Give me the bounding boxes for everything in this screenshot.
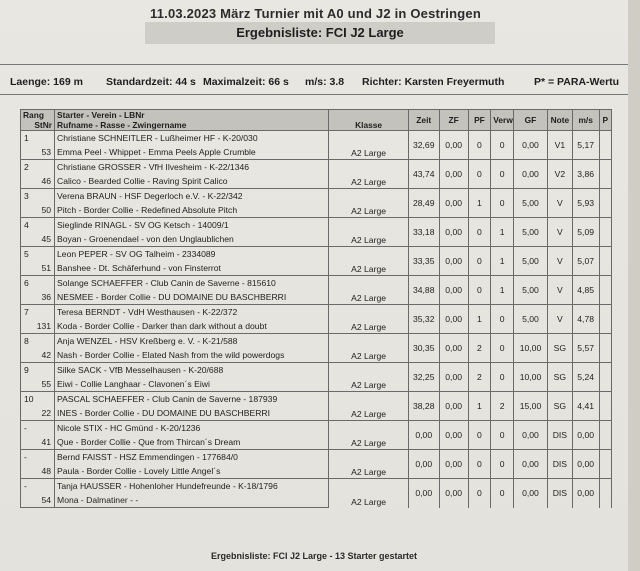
col-starter <box>55 110 329 131</box>
speed-cell: 5,07 <box>572 247 599 276</box>
grade-cell: V <box>548 305 573 334</box>
para-cell <box>599 363 611 392</box>
time-faults-cell: 0,00 <box>439 189 468 218</box>
course-faults-cell: 0 <box>468 247 491 276</box>
para-cell <box>599 334 611 363</box>
time-faults-cell: 0,00 <box>439 450 468 479</box>
speed-cell: 4,85 <box>572 276 599 305</box>
time-cell: 34,88 <box>408 276 439 305</box>
class-cell: A2 Large <box>329 363 408 392</box>
time-cell: 35,32 <box>408 305 439 334</box>
para-cell <box>599 247 611 276</box>
dog-cell: Koda - Border Collie - Darker than dark without a doubt <box>55 319 329 334</box>
refusals-cell: 0 <box>491 363 514 392</box>
time-cell: 0,00 <box>408 421 439 450</box>
total-faults-cell: 10,00 <box>513 334 547 363</box>
total-faults-cell: 15,00 <box>513 392 547 421</box>
col-note: Note <box>548 110 573 131</box>
divider-info <box>0 94 628 95</box>
col-pf: PF <box>468 110 491 131</box>
time-cell: 32,69 <box>408 131 439 160</box>
course-faults-cell: 1 <box>468 305 491 334</box>
grade-cell: V <box>548 189 573 218</box>
rank-cell: 3 <box>21 189 55 204</box>
starter-cell: Bernd FAISST - HSZ Emmendingen - 177684/0 <box>55 450 329 465</box>
time-cell: 0,00 <box>408 479 439 508</box>
time-faults-cell: 0,00 <box>439 479 468 508</box>
time-faults-cell: 0,00 <box>439 218 468 247</box>
time-cell: 38,28 <box>408 392 439 421</box>
total-faults-cell: 10,00 <box>513 363 547 392</box>
start-number-cell: 50 <box>21 203 55 218</box>
time-cell: 28,49 <box>408 189 439 218</box>
start-number-cell: 45 <box>21 232 55 247</box>
course-length: Laenge: 169 m <box>10 76 83 88</box>
table-row <box>21 160 612 175</box>
start-number-cell: 22 <box>21 406 55 421</box>
time-faults-cell: 0,00 <box>439 160 468 189</box>
col-rang <box>21 110 55 131</box>
course-faults-cell: 0 <box>468 421 491 450</box>
table-row <box>21 334 612 349</box>
total-faults-cell: 5,00 <box>513 305 547 334</box>
starter-cell: Teresa BERNDT - VdH Westhausen - K-22/372 <box>55 305 329 320</box>
dog-cell: Calico - Bearded Collie - Raving Spirit Calico <box>55 174 329 189</box>
starter-cell: PASCAL SCHAEFFER - Club Canin de Saverne - 187939 <box>55 392 329 407</box>
refusals-cell: 0 <box>491 479 514 508</box>
table-row <box>21 421 612 436</box>
speed-cell: 0,00 <box>572 450 599 479</box>
col-dog-label: Rufname - Rasse - Zwingername <box>57 120 187 130</box>
class-cell: A2 Large <box>329 218 408 247</box>
rank-cell: - <box>21 479 55 494</box>
para-cell <box>599 131 611 160</box>
refusals-cell: 0 <box>491 131 514 160</box>
grade-cell: V2 <box>548 160 573 189</box>
time-cell: 30,35 <box>408 334 439 363</box>
time-faults-cell: 0,00 <box>439 131 468 160</box>
start-number-cell: 55 <box>21 377 55 392</box>
dog-cell: Nash - Border Collie - Elated Nash from the wild powerdogs <box>55 348 329 363</box>
para-cell <box>599 479 611 508</box>
total-faults-cell: 0,00 <box>513 450 547 479</box>
col-rang-label: Rang <box>23 110 44 120</box>
start-number-cell: 46 <box>21 174 55 189</box>
speed-cell: 5,93 <box>572 189 599 218</box>
class-cell: A2 Large <box>329 421 408 450</box>
starter-cell: Silke SACK - VfB Messelhausen - K-20/688 <box>55 363 329 378</box>
results-list-title: Ergebnisliste: FCI J2 Large <box>145 22 495 44</box>
grade-cell: DIS <box>548 421 573 450</box>
class-cell: A2 Large <box>329 247 408 276</box>
meters-per-second: m/s: 3.8 <box>305 76 345 88</box>
col-gf: GF <box>513 110 547 131</box>
time-faults-cell: 0,00 <box>439 363 468 392</box>
start-number-cell: 41 <box>21 435 55 450</box>
rank-cell: 4 <box>21 218 55 233</box>
refusals-cell: 0 <box>491 334 514 363</box>
start-number-cell: 51 <box>21 261 55 276</box>
time-faults-cell: 0,00 <box>439 392 468 421</box>
col-stnr-label: StNr <box>34 120 53 130</box>
speed-cell: 3,86 <box>572 160 599 189</box>
grade-cell: V <box>548 276 573 305</box>
time-cell: 43,74 <box>408 160 439 189</box>
results-table <box>20 109 612 508</box>
speed-cell: 5,24 <box>572 363 599 392</box>
refusals-cell: 0 <box>491 450 514 479</box>
table-row <box>21 131 612 146</box>
total-faults-cell: 5,00 <box>513 276 547 305</box>
dog-cell: Pitch - Border Collie - Redefined Absolute Pitch <box>55 203 329 218</box>
time-cell: 32,25 <box>408 363 439 392</box>
table-row <box>21 305 612 320</box>
event-title: 11.03.2023 März Turnier mit A0 und J2 in Oestringen <box>150 6 481 21</box>
table-row <box>21 392 612 407</box>
grade-cell: SG <box>548 363 573 392</box>
course-faults-cell: 1 <box>468 189 491 218</box>
class-cell: A2 Large <box>329 160 408 189</box>
start-number-cell: 53 <box>21 145 55 160</box>
refusals-cell: 0 <box>491 305 514 334</box>
refusals-cell: 1 <box>491 276 514 305</box>
course-faults-cell: 1 <box>468 392 491 421</box>
standard-time: Standardzeit: 44 s <box>106 76 196 88</box>
rank-cell: 10 <box>21 392 55 407</box>
dog-cell: Banshee - Dt. Schäferhund - von Finsterrot <box>55 261 329 276</box>
time-cell: 33,35 <box>408 247 439 276</box>
para-cell <box>599 218 611 247</box>
starter-cell: Sieglinde RINAGL - SV OG Ketsch - 14009/1 <box>55 218 329 233</box>
grade-cell: DIS <box>548 450 573 479</box>
starter-cell: Tanja HAUSSER - Hohenloher Hundefreunde - K-18/1796 <box>55 479 329 494</box>
starter-cell: Anja WENZEL - HSV Kreßberg e. V. - K-21/588 <box>55 334 329 349</box>
refusals-cell: 1 <box>491 247 514 276</box>
rank-cell: 8 <box>21 334 55 349</box>
dog-cell: Mona - Dalmatiner - - <box>55 493 329 508</box>
starter-cell: Verena BRAUN - HSF Degerloch e.V. - K-22/342 <box>55 189 329 204</box>
col-starter-label: Starter - Verein - LBNr <box>57 110 145 120</box>
para-cell <box>599 276 611 305</box>
para-cell <box>599 421 611 450</box>
grade-cell: DIS <box>548 479 573 508</box>
table-row <box>21 189 612 204</box>
grade-cell: SG <box>548 392 573 421</box>
total-faults-cell: 5,00 <box>513 189 547 218</box>
para-cell <box>599 305 611 334</box>
table-header <box>21 110 612 131</box>
dog-cell: Eiwi - Collie Langhaar - Clavonen´s Eiwi <box>55 377 329 392</box>
rank-cell: 1 <box>21 131 55 146</box>
starter-cell: Leon PEPER - SV OG Talheim - 2334089 <box>55 247 329 262</box>
judge: Richter: Karsten Freyermuth <box>362 76 505 88</box>
total-faults-cell: 0,00 <box>513 421 547 450</box>
divider-top <box>0 64 628 65</box>
course-faults-cell: 0 <box>468 450 491 479</box>
col-zf: ZF <box>439 110 468 131</box>
para-cell <box>599 160 611 189</box>
total-faults-cell: 5,00 <box>513 218 547 247</box>
refusals-cell: 1 <box>491 218 514 247</box>
course-faults-cell: 0 <box>468 276 491 305</box>
course-faults-cell: 2 <box>468 363 491 392</box>
dog-cell: Emma Peel - Whippet - Emma Peels Apple Crumble <box>55 145 329 160</box>
col-ms: m/s <box>572 110 599 131</box>
class-cell: A2 Large <box>329 305 408 334</box>
dog-cell: NESMEE - Border Collie - DU DOMAINE DU BASCHBERRI <box>55 290 329 305</box>
col-klasse: Klasse <box>329 110 408 131</box>
refusals-cell: 0 <box>491 421 514 450</box>
table-row <box>21 450 612 465</box>
class-cell: A2 Large <box>329 334 408 363</box>
time-faults-cell: 0,00 <box>439 247 468 276</box>
time-faults-cell: 0,00 <box>439 305 468 334</box>
course-faults-cell: 0 <box>468 160 491 189</box>
refusals-cell: 0 <box>491 189 514 218</box>
time-cell: 0,00 <box>408 450 439 479</box>
class-cell: A2 Large <box>329 276 408 305</box>
dog-cell: INES - Border Collie - DU DOMAINE DU BASCHBERRI <box>55 406 329 421</box>
time-cell: 33,18 <box>408 218 439 247</box>
speed-cell: 0,00 <box>572 421 599 450</box>
total-faults-cell: 0,00 <box>513 479 547 508</box>
time-faults-cell: 0,00 <box>439 276 468 305</box>
total-faults-cell: 5,00 <box>513 247 547 276</box>
course-faults-cell: 2 <box>468 334 491 363</box>
table-row <box>21 479 612 494</box>
speed-cell: 4,41 <box>572 392 599 421</box>
course-faults-cell: 0 <box>468 131 491 160</box>
start-number-cell: 36 <box>21 290 55 305</box>
speed-cell: 4,78 <box>572 305 599 334</box>
class-cell: A2 Large <box>329 131 408 160</box>
dog-cell: Boyan - Groenendael - von den Unglaublichen <box>55 232 329 247</box>
start-number-cell: 48 <box>21 464 55 479</box>
rank-cell: 6 <box>21 276 55 291</box>
col-p: P <box>599 110 611 131</box>
rank-cell: 7 <box>21 305 55 320</box>
results-footer: Ergebnisliste: FCI J2 Large - 13 Starter gestartet <box>210 551 418 561</box>
rank-cell: 5 <box>21 247 55 262</box>
starter-cell: Solange SCHAEFFER - Club Canin de Saverne - 815610 <box>55 276 329 291</box>
table-body <box>21 131 612 508</box>
grade-cell: V <box>548 218 573 247</box>
start-number-cell: 131 <box>21 319 55 334</box>
class-cell: A2 Large <box>329 450 408 479</box>
table-row <box>21 218 612 233</box>
rank-cell: - <box>21 421 55 436</box>
time-faults-cell: 0,00 <box>439 421 468 450</box>
total-faults-cell: 0,00 <box>513 160 547 189</box>
class-cell: A2 Large <box>329 479 408 508</box>
speed-cell: 5,09 <box>572 218 599 247</box>
starter-cell: Christiane GROSSER - VfH Ilvesheim - K-22/1346 <box>55 160 329 175</box>
grade-cell: SG <box>548 334 573 363</box>
refusals-cell: 2 <box>491 392 514 421</box>
para-cell <box>599 189 611 218</box>
para-cell <box>599 450 611 479</box>
table-row <box>21 247 612 262</box>
col-verw: Verw <box>491 110 514 131</box>
course-faults-cell: 0 <box>468 479 491 508</box>
para-cell <box>599 392 611 421</box>
total-faults-cell: 0,00 <box>513 131 547 160</box>
dog-cell: Paula - Border Collie - Lovely Little Angel´s <box>55 464 329 479</box>
max-time: Maximalzeit: 66 s <box>203 76 289 88</box>
rank-cell: 9 <box>21 363 55 378</box>
rank-cell: - <box>21 450 55 465</box>
para-note: P* = PARA-Wertu <box>534 76 620 88</box>
table-row <box>21 276 612 291</box>
time-faults-cell: 0,00 <box>439 334 468 363</box>
course-faults-cell: 0 <box>468 218 491 247</box>
dog-cell: Que - Border Collie - Que from Thircan´s Dream <box>55 435 329 450</box>
grade-cell: V <box>548 247 573 276</box>
table-row <box>21 363 612 378</box>
speed-cell: 5,57 <box>572 334 599 363</box>
grade-cell: V1 <box>548 131 573 160</box>
starter-cell: Christiane SCHNEITLER - Lußheimer HF - K-20/030 <box>55 131 329 146</box>
speed-cell: 5,17 <box>572 131 599 160</box>
col-zeit: Zeit <box>408 110 439 131</box>
rank-cell: 2 <box>21 160 55 175</box>
speed-cell: 0,00 <box>572 479 599 508</box>
start-number-cell: 42 <box>21 348 55 363</box>
class-cell: A2 Large <box>329 392 408 421</box>
refusals-cell: 0 <box>491 160 514 189</box>
starter-cell: Nicole STIX - HC Gmünd - K-20/1236 <box>55 421 329 436</box>
class-cell: A2 Large <box>329 189 408 218</box>
start-number-cell: 54 <box>21 493 55 508</box>
